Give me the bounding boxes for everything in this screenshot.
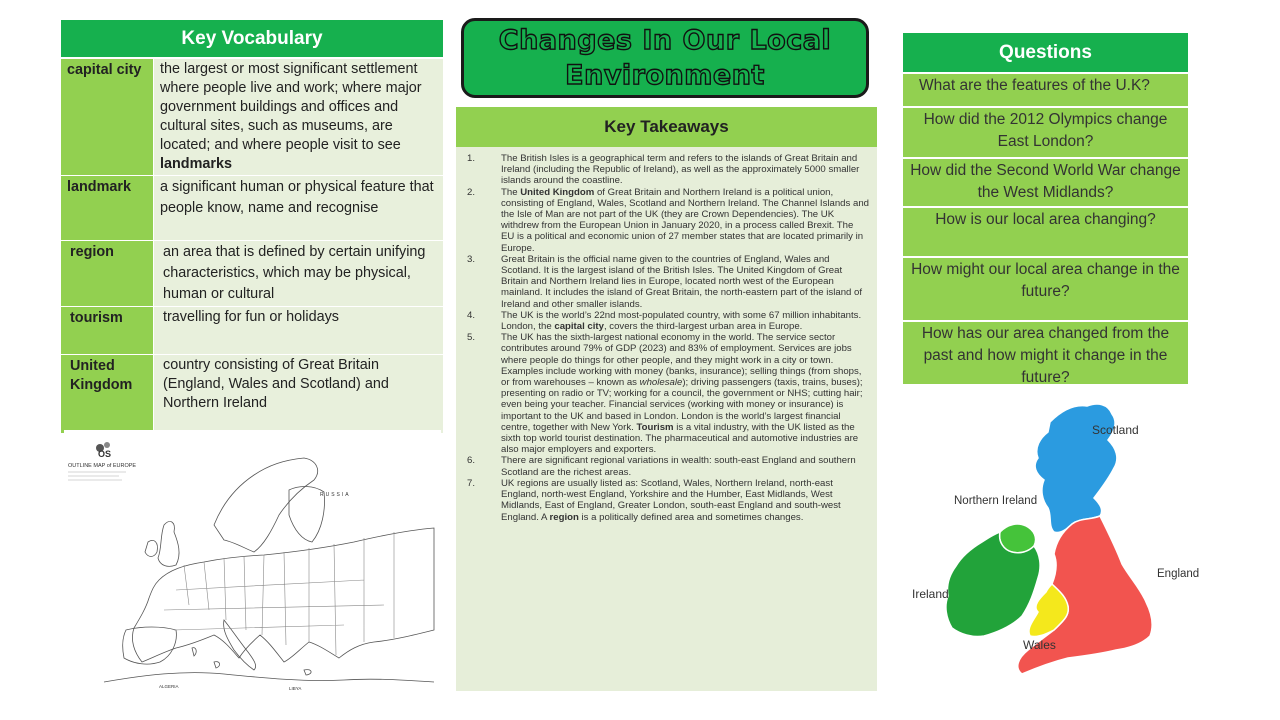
vocab-definition-text: travelling for fun or holidays xyxy=(163,309,339,325)
key-takeaways-title: Key Takeaways xyxy=(456,107,877,147)
vocab-definition xyxy=(154,241,444,307)
takeaway-text-segment: ); driving passengers (taxis, trains, buses); presenting on radio or TV; working for a council, the government or NHS; cutting hair; even being your teacher. Financial services (working with money or insurance) is important to the UK and based in London. London is the world’s largest financial centre, together with New York. xyxy=(501,377,863,433)
vocab-term: capital city xyxy=(61,59,154,176)
question-item: What are the features of the U.K? xyxy=(902,73,1189,107)
takeaway-bold-term: Tourism xyxy=(636,421,674,433)
takeaway-text-segment: UK regions are usually listed as: Scotland, Wales, Northern Ireland, north-east England, north-west England, Yorkshire and the Humber, East Midlands, West Midlands, East of England, Greater London, south-east England and south-west England. A xyxy=(501,477,841,523)
ireland-outline xyxy=(145,540,157,556)
takeaway-bold-term: capital city xyxy=(554,321,604,333)
vocab-term: tourism xyxy=(61,307,154,355)
takeaway-text-segment: is a politically defined area and sometimes changes. xyxy=(578,511,804,523)
os-logo-text: OS xyxy=(98,449,112,459)
takeaway-text xyxy=(501,478,869,523)
vocab-definition xyxy=(154,176,444,241)
label-russia: RUSSIA xyxy=(320,492,351,498)
takeaway-text-segment: The UK is the world’s 22nd most-populated country, with some 67 million inhabitants. London, the xyxy=(501,309,862,333)
vocab-definition-text: the largest or most significant settlement where people live and work; where major government buildings and offices and cultural sites, such as museums, are located; and where people visit to see xyxy=(160,61,422,153)
vocab-term: United Kingdom xyxy=(61,355,154,434)
islands-outline xyxy=(192,648,311,675)
mainland-outline xyxy=(132,528,434,662)
takeaway-text-segment: The UK has the sixth-largest national economy in the world. The service sector contributes around 79% of GDP (2023) and 83% of employment. Services are jobs where people do things for other people, and they might work in a city or town. Examples include working with money (banks, insurance); selling things (from shops, or from warehouses – known as xyxy=(501,332,862,389)
key-vocabulary-table xyxy=(60,19,444,421)
takeaway-text-segment: is a vital industry, with the UK listed as the sixth top world tourist destination. The pharmaceutical and automotive industries are also major employers and exporters. xyxy=(501,421,859,456)
takeaway-item xyxy=(464,478,869,523)
takeaway-number: 1. xyxy=(467,153,476,164)
page-title-line-1: Changes In Our Local xyxy=(498,25,832,56)
takeaway-item xyxy=(464,455,869,477)
takeaway-number: 6. xyxy=(467,455,476,467)
vocab-definition xyxy=(154,59,444,176)
key-takeaways-panel xyxy=(456,107,877,691)
takeaway-item xyxy=(464,153,869,187)
takeaway-item xyxy=(464,310,869,332)
question-item: How might our local area change in the future? xyxy=(902,257,1189,321)
takeaway-item xyxy=(464,332,869,455)
country-borders xyxy=(164,532,394,655)
key-vocabulary-title: Key Vocabulary xyxy=(60,19,444,58)
questions-title: Questions xyxy=(902,32,1189,73)
os-logo xyxy=(96,442,111,459)
vocab-row xyxy=(61,59,444,176)
europe-map-svg xyxy=(64,430,441,693)
takeaway-text-segment: The xyxy=(501,186,521,198)
vocabulary-table xyxy=(60,58,444,434)
vocab-term: landmark xyxy=(61,176,154,241)
takeaways-list xyxy=(456,147,877,523)
vocab-row xyxy=(61,241,444,307)
takeaway-number: 7. xyxy=(467,477,476,489)
question-item: How has our area changed from the past and how might it change in the future? xyxy=(902,321,1189,385)
takeaway-number: 5. xyxy=(467,332,476,344)
vocab-definition-text: a significant human or physical feature that people know, name and recognise xyxy=(160,179,434,216)
map-caption: OUTLINE MAP of EUROPE xyxy=(68,463,137,469)
label-scotland: Scotland xyxy=(1092,423,1139,437)
label-northern-ireland-line: Northern Ireland xyxy=(954,495,1038,507)
takeaway-number: 2. xyxy=(467,186,476,198)
takeaway-italic-term: wholesale xyxy=(639,377,683,389)
label-england: England xyxy=(1157,568,1200,580)
takeaway-bold-term: region xyxy=(549,511,579,523)
takeaway-text xyxy=(501,153,869,187)
page-title-line-2: Environment xyxy=(565,60,765,91)
label-ireland: Ireland xyxy=(912,587,949,601)
takeaway-item xyxy=(464,254,869,310)
britain-outline xyxy=(158,521,179,566)
takeaway-text xyxy=(501,455,869,477)
label-algeria: ALGERIA xyxy=(159,684,179,689)
takeaway-text-segment: The British Isles is a geographical term and refers to the islands of Great Britain and Ireland (including the Republic of Ireland), as well as the approximately 5000 smaller islands around the coastline. xyxy=(501,153,860,187)
vocab-definition xyxy=(154,355,444,434)
europe-outline-map xyxy=(64,430,441,693)
takeaway-text xyxy=(501,332,869,455)
vocab-definition-text: country consisting of Great Britain (England, Wales and Scotland) and Northern Ireland xyxy=(163,357,389,411)
vocab-row xyxy=(61,307,444,355)
british-isles-map xyxy=(902,392,1200,692)
takeaway-number: 4. xyxy=(467,309,476,321)
vocab-row xyxy=(61,355,444,434)
british-isles-map-svg xyxy=(902,392,1200,692)
page-title xyxy=(461,18,869,98)
takeaway-bold-term: United Kingdom xyxy=(520,186,595,198)
takeaway-text xyxy=(501,310,869,332)
takeaway-text-segment: Great Britain is the official name given to the countries of England, Wales and Scotland. It is the largest island of the British Isles. The United Kingdom of Great Britain and Northern Ireland lies in Europe, located north west of the European mainland. It includes the island of Great Britain, the north-eastern part of the island of Ireland and other smaller islands. xyxy=(501,253,863,310)
vocab-definition-text: an area that is defined by certain unifying characteristics, which may be physical, human or cultural xyxy=(163,244,426,302)
label-libya: LIBYA xyxy=(289,686,302,691)
takeaway-text-segment: of Great Britain and Northern Ireland is a political union, consisting of England, Wales, Scotland and Northern Ireland. The Channel Islands and the Isle of Man are not part of the UK (they are Crown Dependencies). The UK withdrew from the European Union in January 2020, in a process called Brexit. The EU is a political and economic union of 27 member states that are located primarily in Europe. xyxy=(501,186,869,254)
vocab-term: region xyxy=(61,241,154,307)
takeaway-text-segment: , covers the third-largest urban area in Europe. xyxy=(603,321,803,333)
vocab-definition xyxy=(154,307,444,355)
question-item: How is our local area changing? xyxy=(902,207,1189,257)
takeaway-number: 3. xyxy=(467,253,476,265)
north-africa-outline xyxy=(104,673,434,682)
takeaway-text xyxy=(501,254,869,310)
question-item: How did the Second World War change the West Midlands? xyxy=(902,158,1189,207)
label-wales: Wales xyxy=(1023,638,1056,652)
questions-panel xyxy=(902,32,1189,385)
takeaway-item xyxy=(464,187,869,254)
scandinavia-outline xyxy=(214,458,318,552)
takeaway-text-segment: There are significant regional variations in wealth: south-east England and southern Scotland are the richest areas. xyxy=(501,455,856,478)
vocab-definition-bold: landmarks xyxy=(160,156,232,172)
question-item: How did the 2012 Olympics change East London? xyxy=(902,107,1189,158)
takeaway-text xyxy=(501,187,869,254)
vocab-row xyxy=(61,176,444,241)
